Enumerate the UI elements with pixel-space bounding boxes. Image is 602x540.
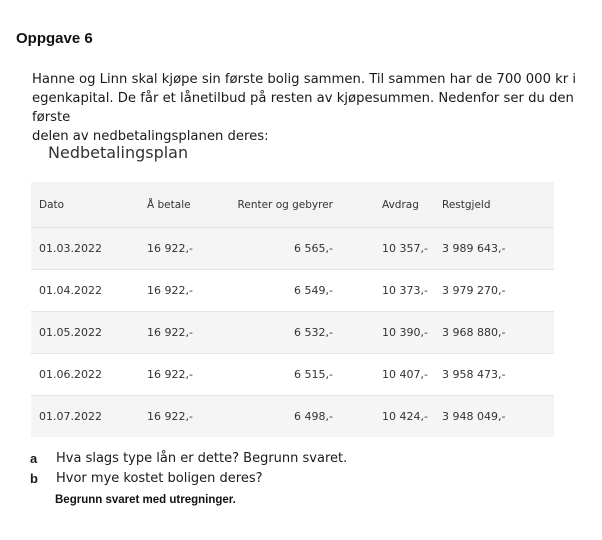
intro-line: Hanne og Linn skal kjøpe sin første bolig sammen. Til sammen har de 700 000 kr i [32,72,577,87]
table-row [31,228,554,270]
question-letter: b [30,471,38,486]
cell-installment: 10 390,- [341,312,442,354]
question-text: Hva slags type lån er dette? Begrunn svaret. [56,451,348,466]
cell-interest-fees: 6 515,- [217,354,341,396]
cell-interest-fees: 6 565,- [217,228,341,270]
header-remaining-debt: Restgjeld [442,182,554,228]
cell-date: 01.03.2022 [31,228,147,270]
cell-date: 01.06.2022 [31,354,147,396]
intro-line: delen av nedbetalingsplanen deres: [32,129,269,144]
header-payment: Å betale [147,182,217,228]
plan-title: Nedbetalingsplan [48,143,189,162]
cell-installment: 10 373,- [341,270,442,312]
table-row [31,354,554,396]
question-b [30,469,347,489]
cell-remaining-debt: 3 989 643,- [442,228,554,270]
answer-instruction: Begrunn svaret med utregninger. [55,494,236,506]
cell-interest-fees: 6 498,- [217,396,341,438]
cell-payment: 16 922,- [147,354,217,396]
cell-date: 01.07.2022 [31,396,147,438]
header-installment: Avdrag [341,182,442,228]
table-row [31,270,554,312]
task-title: Oppgave 6 [16,30,93,47]
cell-date: 01.04.2022 [31,270,147,312]
header-interest-fees: Renter og gebyrer [217,182,341,228]
cell-remaining-debt: 3 968 880,- [442,312,554,354]
cell-installment: 10 407,- [341,354,442,396]
cell-payment: 16 922,- [147,396,217,438]
table-row [31,312,554,354]
table-row [31,396,554,438]
table-header-row [31,182,554,228]
cell-payment: 16 922,- [147,270,217,312]
cell-date: 01.05.2022 [31,312,147,354]
question-list [30,449,347,489]
cell-remaining-debt: 3 948 049,- [442,396,554,438]
cell-remaining-debt: 3 958 473,- [442,354,554,396]
payment-plan-table [31,182,554,437]
task-intro [32,70,587,146]
cell-remaining-debt: 3 979 270,- [442,270,554,312]
question-letter: a [30,451,38,466]
cell-interest-fees: 6 532,- [217,312,341,354]
cell-payment: 16 922,- [147,228,217,270]
cell-installment: 10 424,- [341,396,442,438]
question-text: Hvor mye kostet boligen deres? [56,471,263,486]
question-a [30,449,347,469]
cell-payment: 16 922,- [147,312,217,354]
intro-line: egenkapital. De får et lånetilbud på resten av kjøpesummen. Nedenfor ser du den første [32,91,574,125]
header-date: Dato [31,182,147,228]
cell-installment: 10 357,- [341,228,442,270]
cell-interest-fees: 6 549,- [217,270,341,312]
